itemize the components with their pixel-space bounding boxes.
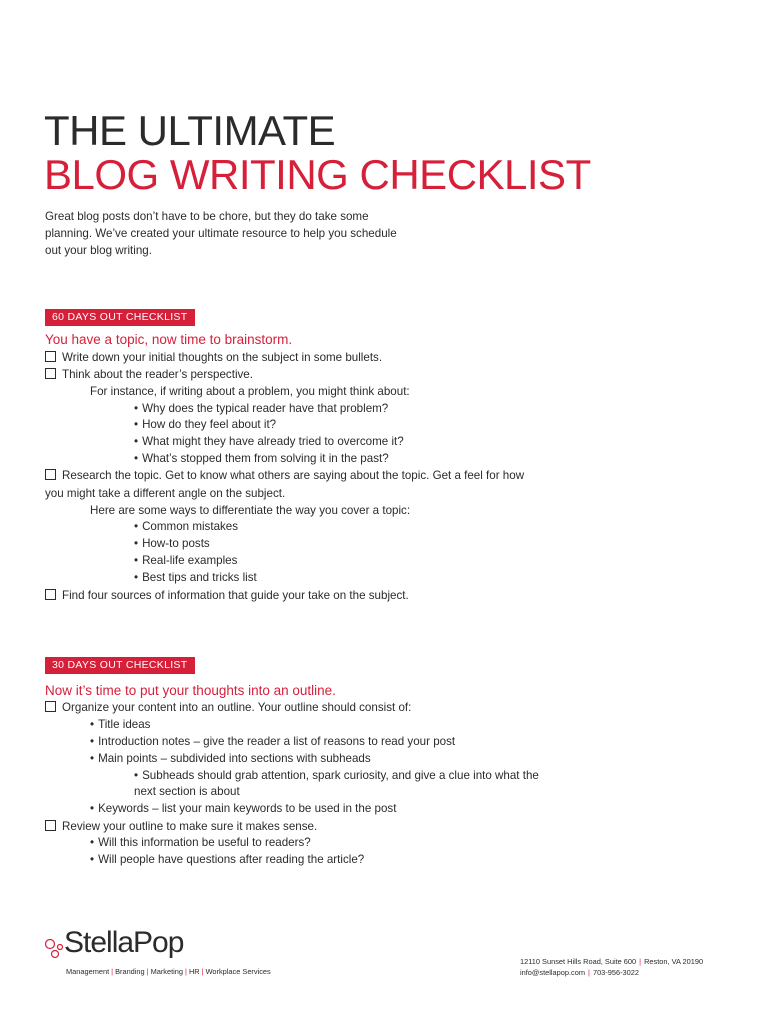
item-text: Write down your initial thoughts on the subject in some bullets. (62, 351, 383, 364)
checkbox-icon[interactable] (45, 820, 56, 831)
section-60-badge: 60 DAYS OUT CHECKLIST (45, 309, 195, 326)
item-text: Research the topic. Get to know what others are saying about the topic. Get a feel for how (62, 469, 525, 482)
bullet-item: • How-to posts (134, 536, 210, 552)
bullet-item: • Keywords – list your main keywords to be used in the post (90, 801, 396, 817)
city-state-zip: Reston, VA 20190 (644, 957, 704, 966)
item-text: Review your outline to make sure it makes sense. (62, 820, 318, 833)
checklist-item (45, 468, 524, 484)
section-30-badge: 30 DAYS OUT CHECKLIST (45, 657, 195, 674)
contact-line: info@stellapop.com | 703-956-3022 (520, 968, 639, 977)
item-text: Find four sources of information that guide your take on the subject. (62, 589, 409, 602)
bullet-item: • Real-life examples (134, 553, 237, 569)
bullet-item: • What might they have already tried to overcome it? (134, 434, 404, 450)
title-line-1: THE ULTIMATE (44, 107, 336, 154)
tagline-item: HR (188, 967, 200, 976)
title-line-2: BLOG WRITING CHECKLIST (44, 151, 591, 198)
bullet-item: • Why does the typical reader have that problem? (134, 401, 388, 417)
item-continuation: you might take a different angle on the subject. (45, 487, 286, 500)
bullet-item: • Best tips and tricks list (134, 570, 257, 586)
checkbox-icon[interactable] (45, 351, 56, 362)
checklist-item (45, 700, 411, 716)
checklist-item (45, 819, 317, 835)
bullet-item: • Main points – subdivided into sections with subheads (90, 751, 371, 767)
item-text: Organize your content into an outline. Your outline should consist of: (62, 701, 412, 714)
bullet-item: • Will people have questions after reading the article? (90, 852, 364, 868)
checklist-item (45, 367, 253, 383)
tagline-item: Branding (115, 967, 145, 976)
bullet-item: • Common mistakes (134, 519, 238, 535)
checkbox-icon[interactable] (45, 701, 56, 712)
bullet-item: • Introduction notes – give the reader a list of reasons to read your post (90, 734, 455, 750)
sub-note: For instance, if writing about a problem, you might think about: (90, 385, 410, 398)
phone-number: 703-956-3022 (592, 968, 639, 977)
intro-paragraph: Great blog posts don’t have to be chore, but they do take some planning. We’ve created your ultimate resource to help you schedule out your blog writing. (45, 210, 397, 257)
email-link[interactable]: info@stellapop.com (520, 968, 586, 977)
checklist-item (45, 588, 409, 604)
checklist-item (45, 350, 382, 366)
brand-logo-text: StellaPop (64, 926, 184, 959)
bullet-item: • How do they feel about it? (134, 417, 276, 433)
bullet-item: • Title ideas (90, 717, 150, 733)
bullet-item: • Will this information be useful to readers? (90, 835, 311, 851)
section-60-heading: You have a topic, now time to brainstorm. (45, 332, 293, 347)
sub-note: Here are some ways to differentiate the way you cover a topic: (90, 504, 411, 517)
section-30-heading: Now it’s time to put your thoughts into an outline. (45, 683, 336, 698)
address-line: 12110 Sunset Hills Road, Suite 600 | Reston, VA 20190 (520, 957, 704, 966)
item-continuation: next section is about (134, 785, 240, 798)
bullet-item: • Subheads should grab attention, spark curiosity, and give a clue into what the (134, 768, 539, 784)
checkbox-icon[interactable] (45, 368, 56, 379)
brand-tagline: Management | Branding | Marketing | HR | Workplace Services (66, 967, 271, 976)
bullet-item: • What’s stopped them from solving it in the past? (134, 451, 389, 467)
checkbox-icon[interactable] (45, 469, 56, 480)
street-address: 12110 Sunset Hills Road, Suite 600 (520, 957, 637, 966)
checkbox-icon[interactable] (45, 589, 56, 600)
item-text: Think about the reader’s perspective. (62, 368, 253, 381)
tagline-item: Management (66, 967, 110, 976)
tagline-item: Workplace Services (205, 967, 271, 976)
tagline-item: Marketing (150, 967, 184, 976)
